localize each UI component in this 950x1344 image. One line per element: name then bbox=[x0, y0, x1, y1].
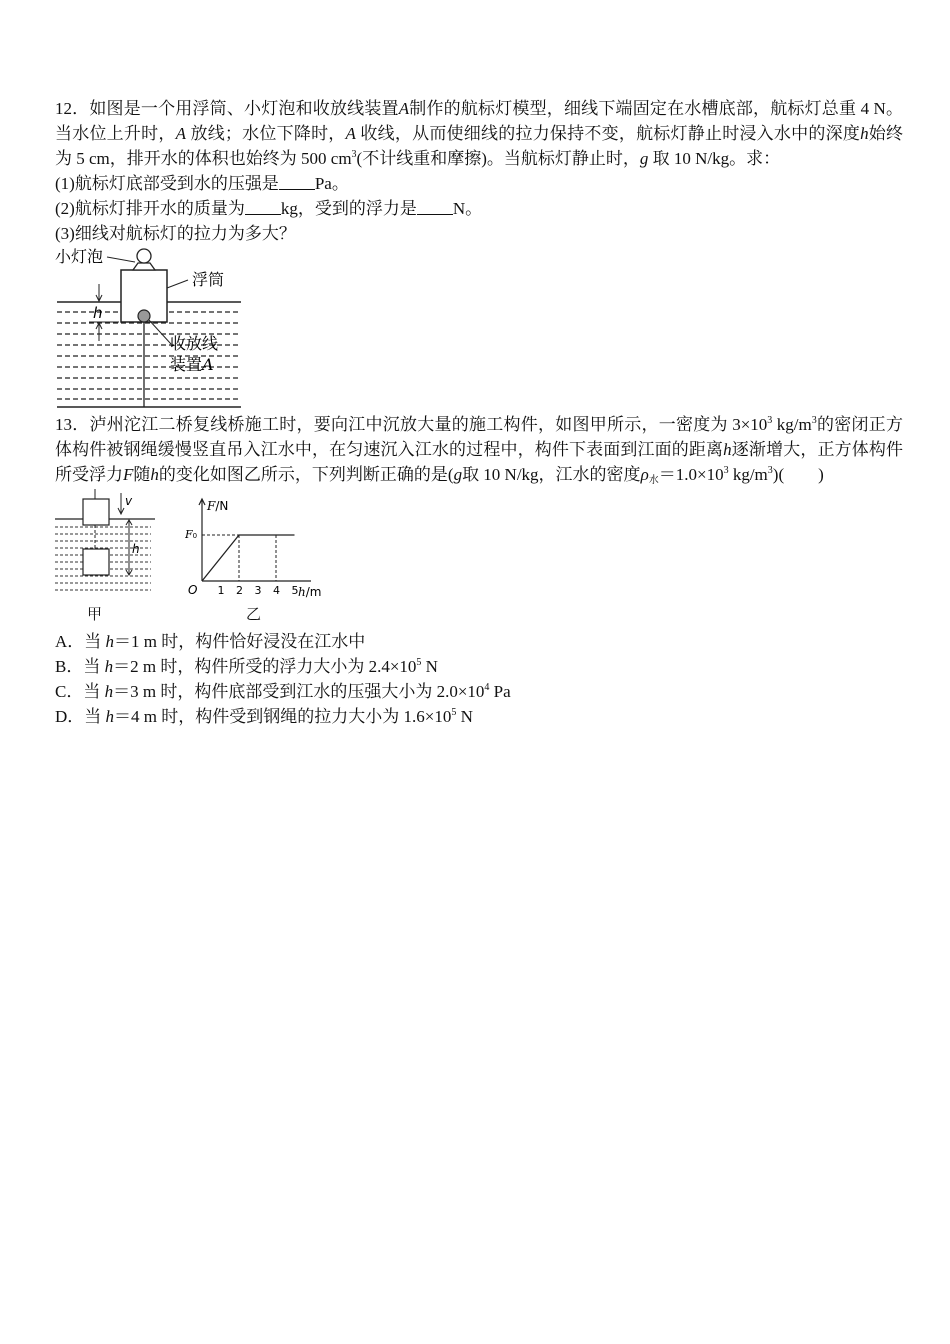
option-d[interactable]: D．当 h＝4 m 时，构件受到钢绳的拉力大小为 $1.6\times 10^5$ N bbox=[55, 707, 473, 726]
option-b[interactable]: B．当 h＝2 m 时，构件所受的浮力大小为 $2.4\times 10^5$ N bbox=[55, 657, 438, 676]
answer-blank bbox=[245, 198, 281, 215]
lamp-bulb bbox=[137, 249, 151, 263]
cube-above bbox=[83, 499, 109, 525]
option-c[interactable]: C．当 h＝3 m 时，构件底部受到江水的压强大小为 $2.0\times 10^4$ Pa bbox=[55, 682, 511, 701]
q12-number: 12． bbox=[55, 99, 90, 118]
velocity-label: v bbox=[125, 494, 133, 508]
float-label: 浮筒 bbox=[192, 270, 225, 289]
q13-number: 13． bbox=[55, 415, 90, 434]
origin-label: O bbox=[188, 583, 198, 597]
reel-device bbox=[138, 310, 150, 322]
f0-label: F0 bbox=[185, 528, 198, 541]
option-a[interactable]: A．当 h＝1 m 时，构件恰好浸没在江水中 bbox=[55, 632, 366, 651]
x-tick-label: 4 bbox=[273, 584, 280, 597]
buoy-lamp-figure bbox=[53, 248, 248, 410]
x-tick-label: 1 bbox=[217, 584, 225, 597]
q13-stem: 13．泸州沱江二桥复线桥施工时，要向江中沉放大量的施工构件，如图甲所示，一密度为 $3\times 10^3$ $kg/m^3$的密闭正方体构件被钢绳缓慢竖直吊入江水中，在匀速沉入江水的过程中，构件下表面到江面的距离h逐渐增大，正方体构件所受浮力F随h的变化如图乙所示，下列判断正确的是(g取 10 N/kg，江水的密度$\rho_水=1.0\times 10^3$ $kg/m^3$)( ) bbox=[55, 415, 903, 486]
y-axis-label: F/N bbox=[207, 499, 229, 513]
lamp-base bbox=[133, 263, 155, 270]
answer-blank bbox=[279, 173, 315, 190]
q13-options bbox=[55, 629, 903, 729]
series-line-F bbox=[202, 535, 295, 581]
x-tick-label: 2 bbox=[236, 584, 243, 597]
device-label-1: 收放线 bbox=[170, 334, 219, 353]
caption-jia: 甲 bbox=[87, 605, 103, 623]
q12-sub3: (3)细线对航标灯的拉力为多大？ bbox=[55, 224, 296, 243]
q12-sub2: (2)航标灯排开水的质量为 kg，受到的浮力是 N。 bbox=[55, 199, 483, 218]
q12-stem: 12．如图是一个用浮筒、小灯泡和收放线装置A制作的航标灯模型，细线下端固定在水槽底部，航标灯总重 4 N。当水位上升时，A 放线；水位下降时，A 收线，从而使细线的拉力保持不变，航标灯静止时浸入水中的深度h始终为 5 cm，排开水的体积也始终为 500 $cm^3$(不计线重和摩擦)。当航标灯静止时，g 取 10 N/kg。求： bbox=[55, 99, 904, 168]
figure-jia bbox=[55, 489, 155, 599]
depth-label-jia: h bbox=[132, 542, 140, 556]
q13-figures bbox=[55, 489, 903, 629]
x-axis-label: h/m bbox=[298, 585, 322, 599]
document-page bbox=[55, 96, 903, 729]
answer-blank bbox=[417, 198, 453, 215]
cube-submerged bbox=[83, 549, 109, 575]
x-tick-label: 5 bbox=[291, 584, 299, 597]
depth-label: h bbox=[93, 304, 103, 322]
q12-sub1: (1)航标灯底部受到水的压强是 Pa。 bbox=[55, 174, 349, 193]
lamp-label: 小灯泡 bbox=[55, 248, 104, 266]
caption-yi: 乙 bbox=[246, 605, 262, 623]
device-label-2: 装置A bbox=[170, 355, 214, 374]
figure-yi-graph bbox=[185, 489, 335, 599]
x-tick-label: 3 bbox=[254, 584, 262, 597]
velocity-arrow bbox=[118, 493, 124, 514]
